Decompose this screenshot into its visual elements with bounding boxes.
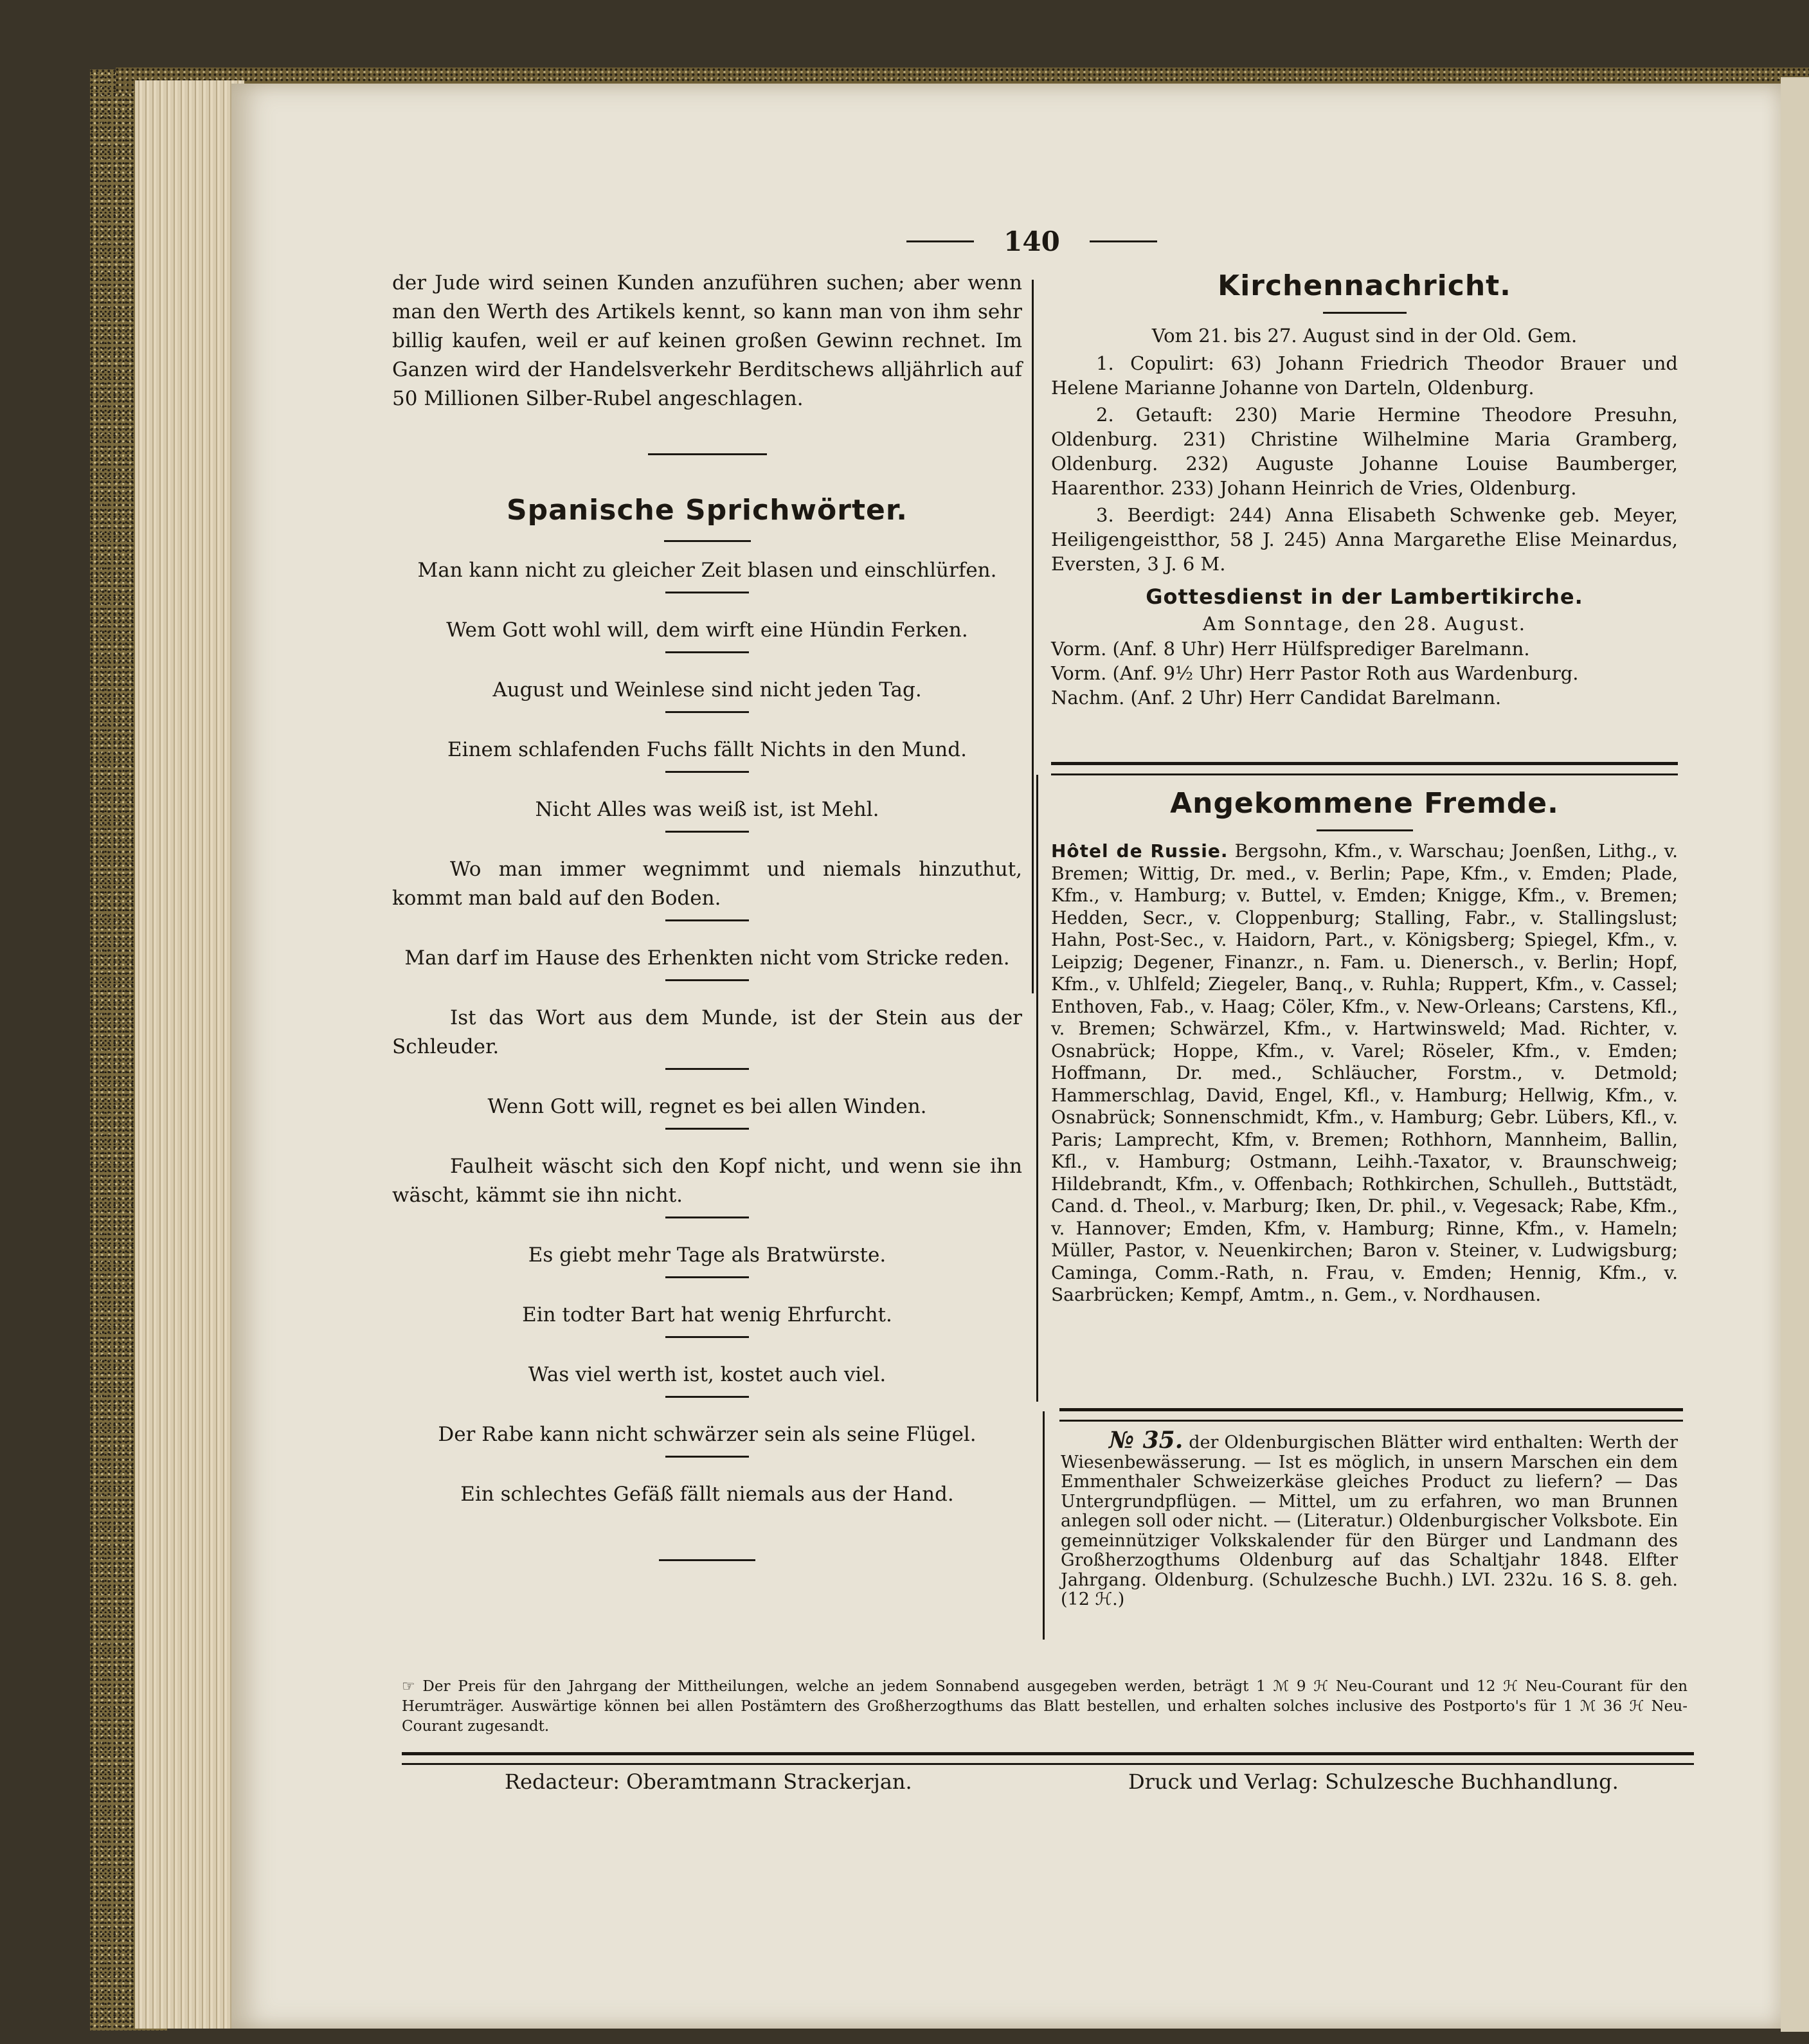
proverbs-list [392, 556, 1022, 1509]
service-item: Vorm. (Anf. 8 Uhr) Herr Hülfsprediger Barelmann. [1051, 638, 1530, 660]
notice-section [1061, 1427, 1679, 1610]
proverb-item: Man darf im Hause des Erhenkten nicht vom Stricke reden. [404, 946, 1010, 970]
double-rule [1059, 1408, 1683, 1422]
service-date: Am Sonntage, den 28. August. [1202, 613, 1527, 635]
page-header [906, 222, 1157, 260]
notice-number: № 35. [1109, 1427, 1184, 1454]
left-column [392, 269, 1022, 1561]
proverb-item: August und Weinlese sind nicht jeden Tag. [492, 678, 922, 701]
church-entry: 1. Copulirt: 63) Johann Friedrich Theodor Brauer und Helene Marianne Johanne von Darteln, Oldenburg. [1051, 352, 1678, 399]
proverb-divider [665, 592, 749, 593]
proverb-divider [665, 1276, 749, 1278]
header-dash-right [1090, 240, 1157, 242]
title-rule [1317, 829, 1413, 831]
church-entry: 2. Getauft: 230) Marie Hermine Theodore Presuhn, Oldenburg. 231) Christine Wilhelmine Maria Gramberg, Oldenburg. 232) Auguste Johanne Louise Baumberger, Haarenthor. 233) Johann Heinrich de Vries, Oldenburg. [1051, 404, 1678, 499]
proverb-item: Ein schlechtes Gefäß fällt niemals aus der Hand. [460, 1483, 954, 1506]
proverb-divider [665, 651, 749, 653]
arrivals-list [1051, 840, 1678, 1307]
proverb-divider [665, 979, 749, 981]
header-dash-left [906, 240, 974, 242]
price-note [402, 1677, 1688, 1737]
proverb-divider [665, 919, 749, 921]
proverb-item: Es giebt mehr Tage als Bratwürste. [528, 1244, 887, 1267]
double-rule [1051, 762, 1678, 775]
title-rule [1323, 312, 1407, 314]
proverb-item: Man kann nicht zu gleicher Zeit blasen und einschlürfen. [417, 559, 997, 582]
proverb-divider [665, 1336, 749, 1338]
proverb-divider [665, 1396, 749, 1398]
arrivals-title: Angekommene Fremde. [1170, 787, 1559, 820]
proverb-item: Der Rabe kann nicht schwärzer sein als seine Flügel. [438, 1423, 977, 1446]
proverb-divider [665, 711, 749, 713]
arrivals-section [1051, 784, 1678, 1307]
notice-body: der Oldenburgischen Blätter wird enthalten: Werth der Wiesenbewässerung. — Ist es möglich, in unsern Marschen ein dem Emmenthaler Schweizerkäse gleiches Product zu liefern? — Das Untergrundpflügen. — Mittel, um zu erfahren, wo man Brunnen anlegen soll oder nicht. — (Literatur.) Oldenburgischer Volksbote. Ein gemeinnütziger Volkskalender für den Bürger und Landmann des Großherzogthums Oldenburg auf das Schaltjahr 1848. Elfter Jahrgang. Oldenburg. (Schulzesche Buchh.) LVI. 232u. 16 S. 8. geh. (12 ℋ.) [1061, 1433, 1679, 1609]
service-title: Gottesdienst in der Lambertikirche. [1146, 584, 1583, 609]
church-entry: 3. Beerdigt: 244) Anna Elisabeth Schwenke geb. Meyer, Heiligengeistthor, 58 J. 245) Anna Margarethe Elise Meinardus, Eversten, 3 J. 6 M. [1051, 504, 1678, 575]
footer-double-rule [402, 1752, 1694, 1765]
proverb-item: Faulheit wäscht sich den Kopf nicht, und wenn sie ihn wäscht, kämmt sie ihn nicht. [392, 1155, 1022, 1207]
proverb-divider [665, 1068, 749, 1070]
notice-text [1061, 1427, 1679, 1610]
proverb-item: Ist das Wort aus dem Munde, ist der Stein aus der Schleuder. [392, 1006, 1022, 1058]
column-separator [1036, 775, 1038, 1402]
proverb-item: Ein todter Bart hat wenig Ehrfurcht. [522, 1303, 892, 1326]
proverb-divider [665, 771, 749, 773]
proverb-item: Einem schlafenden Fuchs fällt Nichts in den Mund. [447, 738, 967, 761]
price-note-text: Der Preis für den Jahrgang der Mittheilungen, welche an jedem Sonnabend ausgegeben werden, beträgt 1 ℳ 9 ℋ Neu-Courant und 12 ℋ Neu-Courant für den Herumträger. Auswärtige können bei allen Postämtern des Großherzogthums das Blatt bestellen, und erhalten solches inclusive des Postporto's für 1 ℳ 36 ℋ Neu-Courant zugesandt. [402, 1678, 1688, 1735]
editor-line: Redacteur: Oberamtmann Strackerjan. [505, 1769, 912, 1794]
page-edges [135, 80, 244, 2029]
title-rule [664, 540, 751, 542]
proverb-divider [665, 1456, 749, 1458]
column-separator [1043, 1411, 1045, 1640]
service-item: Vorm. (Anf. 9½ Uhr) Herr Pastor Roth aus Wardenburg. [1051, 662, 1579, 684]
proverb-divider [665, 1128, 749, 1130]
pointing-hand-icon: ☞ [402, 1678, 415, 1695]
page-number: 140 [1004, 225, 1060, 257]
proverb-divider [665, 1216, 749, 1218]
end-rule [659, 1559, 755, 1561]
arrivals-text: Bergsohn, Kfm., v. Warschau; Joenßen, Lithg., v. Bremen; Wittig, Dr. med., v. Berlin; Pape, Kfm., v. Emden; Plade, Kfm., v. Hamburg; v. Buttel, v. Emden; Knigge, Kfm., v. Bremen; Hedden, Secr., v. Cloppenburg; Stalling, Fabr., v. Stallingslust; Hahn, Post-Sec., v. Haidorn, Part., v. Königsberg; Spiegel, Kfm., v. Leipzig; Degener, Finanzr., n. Fam. u. Dienersch., v. Berlin; Hopf, Kfm., v. Uhlfeld; Ziegeler, Banq., v. Ruhla; Ruppert, Kfm., v. Cassel; Enthoven, Fab., v. Haag; Cöler, Kfm., v. New-Orleans; Carstens, Kfl., v. Bremen; Schwärzel, Kfm., v. Hartwinsweld; Mad. Richter, v. Osnabrück; Hoppe, Kfm., v. Varel; Röseler, Kfm., v. Emden; Hoffmann, Dr. med., Schläucher, Forstm., v. Detmold; Hammerschlag, David, Engel, Kfl., v. Hamburg; Hellwig, Kfm., v. Osnabrück; Sonnenschmidt, Kfm., v. Hamburg; Gebr. Lübers, Kfl., v. Paris; Lamprecht, Kfm, v. Bremen; Rothhorn, Mannheim, Ballin, Kfl., v. Hamburg; Ostmann, Leihh.-Taxator, v. Braunschweig; Hildebrandt, Kfm., v. Offenbach; Rothkirchen, Schulleh., Buttstädt, Cand. d. Theol., v. Marburg; Iken, Dr. phil., v. Vegesack; Rabe, Kfm., v. Hannover; Emden, Kfm, v. Hamburg; Rinne, Kfm., v. Hameln; Müller, Pastor, v. Neuenkirchen; Baron v. Steiner, v. Ludwigsburg; Caminga, Comm.-Rath, n. Frau, v. Emden; Hennig, Kfm., v. Saarbrücken; Kempf, Amtm., n. Gem., v. Nordhausen. [1051, 840, 1678, 1305]
church-news [1051, 267, 1678, 710]
church-intro: Vom 21. bis 27. August sind in der Old. Gem. [1151, 325, 1578, 347]
proverbs-title: Spanische Sprichwörter. [506, 494, 908, 527]
proverb-item: Wo man immer wegnimmt und niemals hinzuthut, kommt man bald auf den Boden. [392, 858, 1022, 910]
section-rule [648, 453, 767, 455]
proverb-item: Nicht Alles was weiß ist, ist Mehl. [535, 798, 879, 821]
proverb-item: Was viel werth ist, kostet auch viel. [528, 1363, 887, 1386]
proverb-divider [665, 831, 749, 833]
hotel-name: Hôtel de Russie. [1051, 840, 1228, 862]
column-separator [1032, 280, 1034, 993]
church-title: Kirchennachricht. [1218, 269, 1511, 302]
proverb-item: Wenn Gott will, regnet es bei allen Winden. [487, 1095, 927, 1118]
facing-page-edge [1781, 77, 1809, 2032]
article-continuation: der Jude wird seinen Kunden anzuführen suchen; aber wenn man den Werth des Artikels kennt, so kann man von ihm sehr billig kaufen, weil er auf keinen großen Gewinn rechnet. Im Ganzen wird der Handelsverkehr Berditschews alljährlich auf 50 Millionen Silber-Rubel angeschlagen. [392, 271, 1022, 410]
proverb-item: Wem Gott wohl will, dem wirft eine Hündin Ferken. [446, 619, 968, 642]
service-item: Nachm. (Anf. 2 Uhr) Herr Candidat Barelmann. [1051, 687, 1502, 709]
publisher-line: Druck und Verlag: Schulzesche Buchhandlung. [1128, 1769, 1619, 1794]
